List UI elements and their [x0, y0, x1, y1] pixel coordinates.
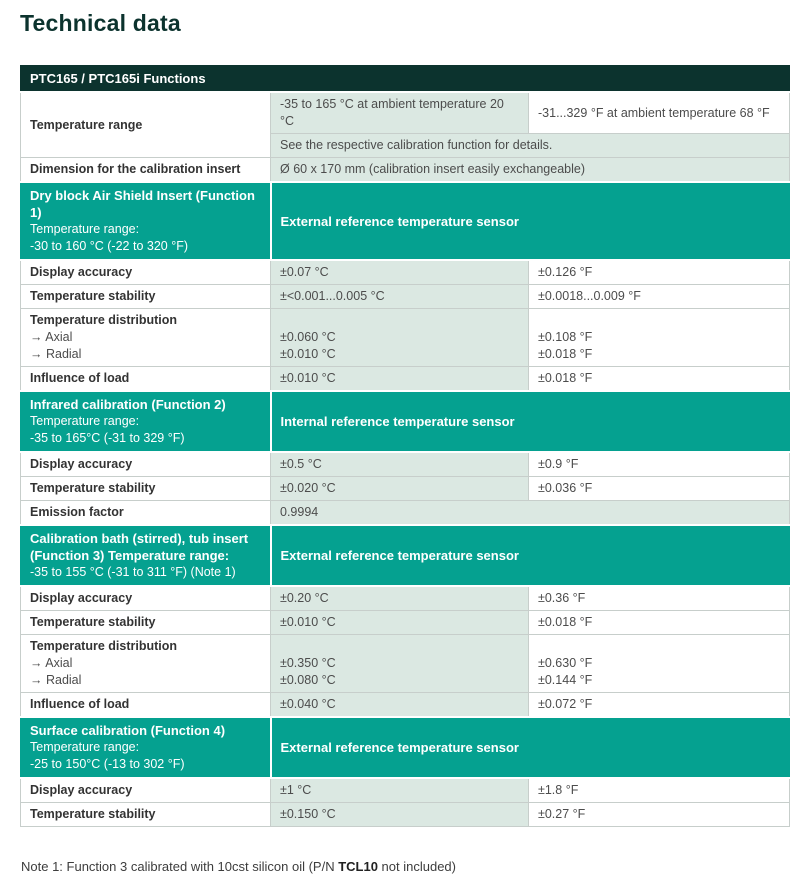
value-f1-radial-c: ±0.010 °C: [280, 347, 336, 361]
footnote-part-number: TCL10: [338, 859, 378, 874]
value-f1-axial-c: ±0.060 °C: [280, 330, 336, 344]
label-f2-emission-factor: Emission factor: [21, 501, 271, 526]
footnote: [21, 859, 789, 874]
label-f3-radial: → Radial: [30, 673, 82, 687]
row-f2-emission-factor: [21, 501, 790, 526]
row-f3-temperature-distribution: [21, 635, 790, 693]
table-header-row: [21, 66, 790, 93]
page-title: Technical data: [20, 10, 181, 36]
row-f4-display-accuracy: [21, 778, 790, 803]
row-temperature-range: [21, 92, 790, 134]
value-f3-influence-of-load-f: ±0.072 °F: [529, 693, 790, 718]
value-f4-temperature-stability-c: ±0.150 °C: [271, 803, 529, 827]
label-dimension: Dimension for the calibration insert: [21, 158, 271, 183]
section-3-range: -35 to 155 °C (-31 to 311 °F) (Note 1): [30, 565, 236, 579]
value-f1-temperature-stability-c: ±<0.001...0.005 °C: [271, 285, 529, 309]
value-temperature-range-note: See the respective calibration function for details.: [271, 134, 790, 158]
section-1-title: Dry block Air Shield Insert (Function 1): [30, 188, 255, 220]
value-dimension: Ø 60 x 170 mm (calibration insert easily exchangeable): [271, 158, 790, 183]
footnote-suffix: not included): [377, 859, 456, 874]
value-f3-axial-c: ±0.350 °C: [280, 656, 336, 670]
value-f3-display-accuracy-c: ±0.20 °C: [271, 586, 529, 611]
label-f4-display-accuracy: Display accuracy: [21, 778, 271, 803]
section-2-range: -35 to 165°C (-31 to 329 °F): [30, 431, 185, 445]
value-f4-display-accuracy-f: ±1.8 °F: [529, 778, 790, 803]
label-f4-temperature-stability: Temperature stability: [21, 803, 271, 827]
row-f2-temperature-stability: [21, 477, 790, 501]
value-f3-axial-f: ±0.630 °F: [538, 656, 593, 670]
section-header-function-3: [21, 525, 790, 586]
label-f3-temperature-stability: Temperature stability: [21, 611, 271, 635]
section-2-title: Infrared calibration (Function 2): [30, 397, 226, 412]
section-1-subtitle: Temperature range:: [30, 222, 140, 236]
value-f3-distribution-c: [271, 635, 529, 693]
section-3-title: Calibration bath (stirred), tub insert (Function 3) Temperature range:: [30, 531, 249, 563]
value-f2-emission-factor: 0.9994: [271, 501, 790, 526]
row-dimension: [21, 158, 790, 183]
row-f4-temperature-stability: [21, 803, 790, 827]
section-4-title: Surface calibration (Function 4): [30, 723, 226, 738]
section-2-subtitle: Temperature range:: [30, 414, 140, 428]
footnote-prefix: Note 1: Function 3 calibrated with 10cst silicon oil (P/N: [21, 859, 339, 874]
value-temperature-range-celsius: -35 to 165 °C at ambient temperature 20 °C: [271, 92, 529, 134]
row-f1-temperature-stability: [21, 285, 790, 309]
label-f3-display-accuracy: Display accuracy: [21, 586, 271, 611]
section-4-sensor: External reference temperature sensor: [271, 717, 790, 778]
section-2-title-cell: [21, 391, 271, 452]
row-f3-influence-of-load: [21, 693, 790, 718]
row-f3-temperature-stability: [21, 611, 790, 635]
section-2-sensor: Internal reference temperature sensor: [271, 391, 790, 452]
value-temperature-range-fahrenheit: -31...329 °F at ambient temperature 68 °F: [529, 92, 790, 134]
section-header-function-1: [21, 182, 790, 260]
label-f3-axial: → Axial: [30, 656, 73, 670]
section-1-range: -30 to 160 °C (-22 to 320 °F): [30, 239, 188, 253]
section-1-sensor: External reference temperature sensor: [271, 182, 790, 260]
label-f3-distribution-title: Temperature distribution: [30, 639, 178, 653]
value-f2-display-accuracy-c: ±0.5 °C: [271, 452, 529, 477]
section-3-sensor: External reference temperature sensor: [271, 525, 790, 586]
value-f2-temperature-stability-c: ±0.020 °C: [271, 477, 529, 501]
value-f1-distribution-f: [529, 309, 790, 367]
table-header-title: PTC165 / PTC165i Functions: [21, 66, 790, 93]
section-1-title-cell: [21, 182, 271, 260]
row-f1-influence-of-load: [21, 367, 790, 392]
label-f1-display-accuracy: Display accuracy: [21, 260, 271, 285]
label-f1-distribution-title: Temperature distribution: [30, 313, 178, 327]
value-f2-temperature-stability-f: ±0.036 °F: [529, 477, 790, 501]
section-3-title-cell: [21, 525, 271, 586]
value-f1-display-accuracy-f: ±0.126 °F: [529, 260, 790, 285]
value-f1-distribution-c: [271, 309, 529, 367]
row-f3-display-accuracy: [21, 586, 790, 611]
value-f1-display-accuracy-c: ±0.07 °C: [271, 260, 529, 285]
section-header-function-2: [21, 391, 790, 452]
value-f1-influence-of-load-f: ±0.018 °F: [529, 367, 790, 392]
value-f2-display-accuracy-f: ±0.9 °F: [529, 452, 790, 477]
value-f1-axial-f: ±0.108 °F: [538, 330, 593, 344]
label-f3-influence-of-load: Influence of load: [21, 693, 271, 718]
section-4-title-cell: [21, 717, 271, 778]
value-f3-influence-of-load-c: ±0.040 °C: [271, 693, 529, 718]
value-f4-display-accuracy-c: ±1 °C: [271, 778, 529, 803]
value-f3-radial-f: ±0.144 °F: [538, 673, 593, 687]
value-f3-temperature-stability-c: ±0.010 °C: [271, 611, 529, 635]
label-f1-influence-of-load: Influence of load: [21, 367, 271, 392]
value-f4-temperature-stability-f: ±0.27 °F: [529, 803, 790, 827]
value-f3-radial-c: ±0.080 °C: [280, 673, 336, 687]
technical-data-table: [20, 65, 790, 827]
value-f1-influence-of-load-c: ±0.010 °C: [271, 367, 529, 392]
label-f2-display-accuracy: Display accuracy: [21, 452, 271, 477]
label-f1-axial: → Axial: [30, 330, 73, 344]
label-f1-radial: → Radial: [30, 347, 82, 361]
section-4-subtitle: Temperature range:: [30, 740, 140, 754]
row-f1-temperature-distribution: [21, 309, 790, 367]
value-f3-temperature-stability-f: ±0.018 °F: [529, 611, 790, 635]
row-f2-display-accuracy: [21, 452, 790, 477]
row-f1-display-accuracy: [21, 260, 790, 285]
label-f3-temperature-distribution: [21, 635, 271, 693]
section-4-range: -25 to 150°C (-13 to 302 °F): [30, 757, 185, 771]
value-f3-display-accuracy-f: ±0.36 °F: [529, 586, 790, 611]
label-f2-temperature-stability: Temperature stability: [21, 477, 271, 501]
label-temperature-range: Temperature range: [21, 92, 271, 158]
value-f3-distribution-f: [529, 635, 790, 693]
label-f1-temperature-stability: Temperature stability: [21, 285, 271, 309]
section-header-function-4: [21, 717, 790, 778]
value-f1-temperature-stability-f: ±0.0018...0.009 °F: [529, 285, 790, 309]
label-f1-temperature-distribution: [21, 309, 271, 367]
value-f1-radial-f: ±0.018 °F: [538, 347, 593, 361]
